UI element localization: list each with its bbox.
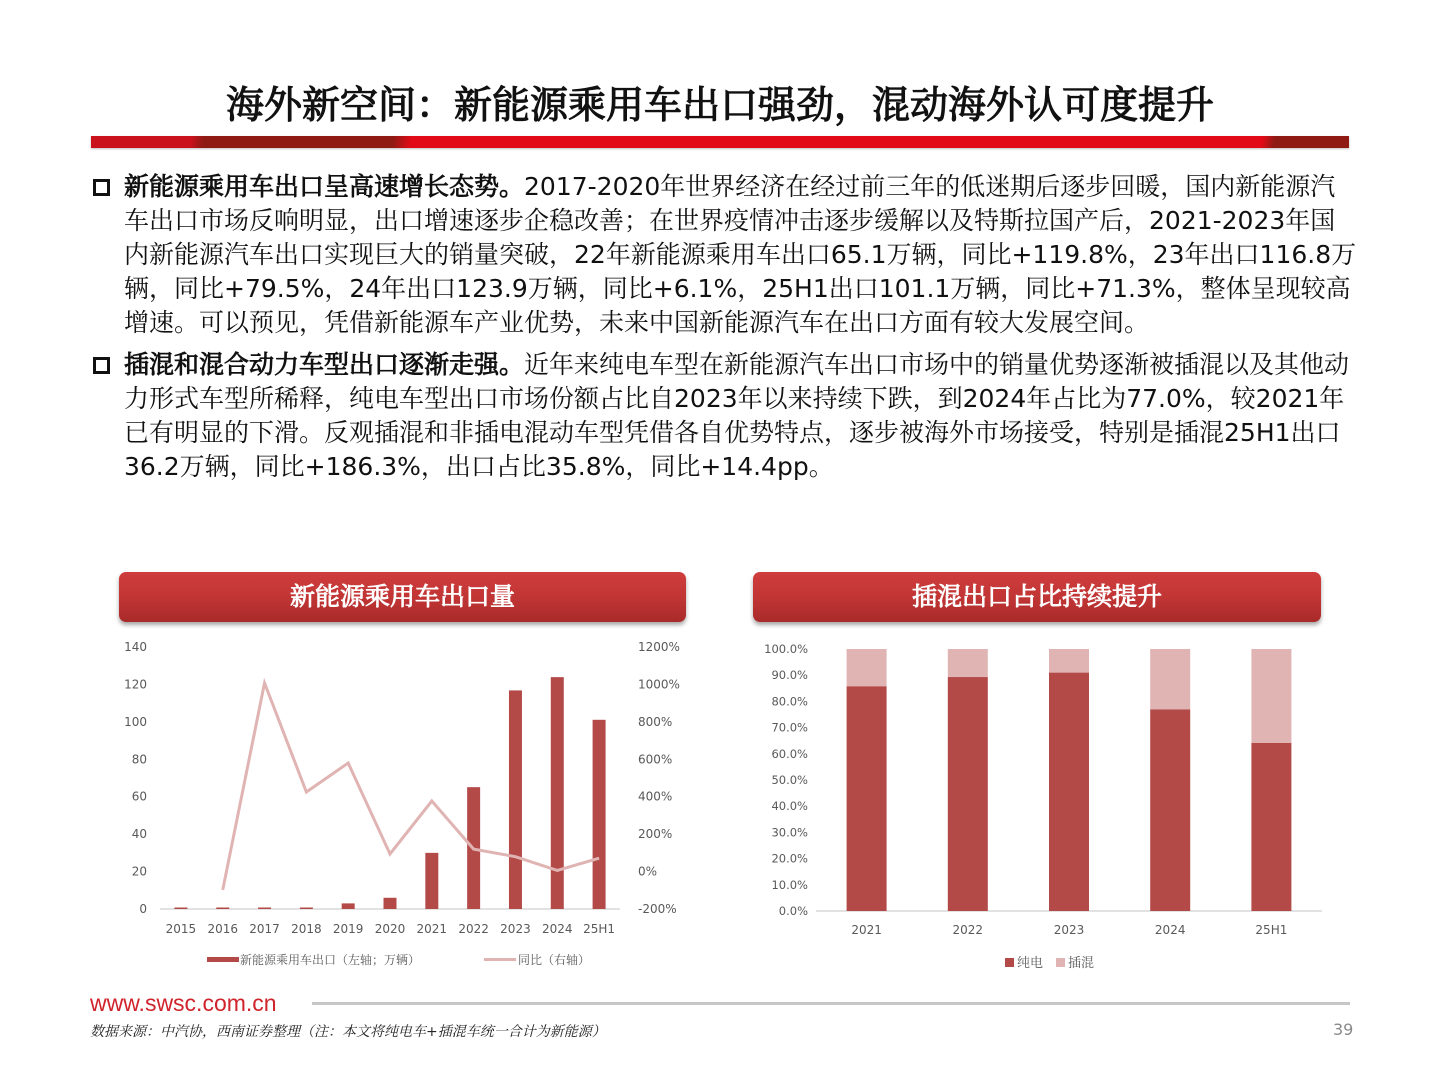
page-number: 39 xyxy=(1333,1020,1354,1039)
right-axis-tick: 800% xyxy=(638,714,673,729)
bullet-lead: 插混和混合动力车型出口逐渐走强。 xyxy=(124,350,525,379)
bar xyxy=(300,908,313,910)
y-axis-tick: 0.0% xyxy=(778,904,808,918)
x-axis-label: 2024 xyxy=(541,922,573,936)
x-axis-label: 2023 xyxy=(1053,923,1085,937)
combo-chart-svg xyxy=(100,630,710,980)
data-source-note: 数据来源：中汽协，西南证券整理（注：本文将纯电车+插混车统一合计为新能源） xyxy=(90,1024,606,1040)
right-axis-tick: 200% xyxy=(638,827,673,842)
phev-segment xyxy=(948,649,988,677)
bar xyxy=(342,903,355,909)
y-axis-tick: 40.0% xyxy=(771,799,808,814)
y-axis-tick: 60.0% xyxy=(771,746,808,761)
footer-divider xyxy=(312,1002,1350,1005)
y-axis-tick: 30.0% xyxy=(771,825,808,840)
x-axis-label: 25H1 xyxy=(1255,923,1288,937)
right-axis-tick: 400% xyxy=(638,789,673,804)
legend-line-label: 同比（右轴） xyxy=(518,953,591,967)
legend-bev-swatch xyxy=(1005,958,1014,967)
bev-segment xyxy=(1049,673,1089,911)
x-axis-label: 2019 xyxy=(332,922,364,936)
left-axis-tick: 80 xyxy=(131,752,147,767)
right-chart-header: 插混出口占比持续提升 xyxy=(753,572,1321,622)
bar xyxy=(425,853,438,909)
left-axis-tick: 40 xyxy=(131,827,147,842)
bullet-text: 2017-2020年世界经济在经过前三年的低迷期后逐步回暖，国内新能源汽车出口市场反响明显，出口增速逐步企稳改善；在世界疫情冲击逐步缓解以及特斯拉国产后，2021-2023年国内新能源汽车出口实现巨大的销量突破，22年新能源乘用车出口65.1万辆，同比+119.8%，23年出口116.8万辆，同比+79.5%，24年出口123.9万辆，同比+6.1%，25H1出口101.1万辆，同比+71.3%，整体呈现较高增速。可以预见，凭借新能源车产业优势，未来中国新能源汽车在出口方面有较大发展空间。 xyxy=(124,172,1357,337)
legend-bev-label: 纯电 xyxy=(1017,956,1044,971)
left-axis-tick: 120 xyxy=(124,677,147,692)
bar xyxy=(551,677,564,909)
bev-segment xyxy=(847,686,887,911)
y-axis-tick: 80.0% xyxy=(771,694,808,709)
x-axis-label: 2021 xyxy=(416,922,448,936)
y-axis-tick: 50.0% xyxy=(771,773,808,787)
y-axis-tick: 20.0% xyxy=(771,851,808,866)
bullet-list xyxy=(90,170,1360,492)
x-axis-label: 2021 xyxy=(851,923,882,937)
bullet-text: 近年来纯电车型在新能源汽车出口市场中的销量优势逐渐被插混以及其他动力形式车型所稀释，纯电车型出口市场份额占比自2023年以来持续下跌，到2024年占比为77.0%，较2021年已有明显的下滑。反观插混和非插电混动车型凭借各自优势特点，逐步被海外市场接受，特别是插混25H1出口36.2万辆，同比+186.3%，出口占比35.8%，同比+14.4pp。 xyxy=(124,350,1350,481)
left-chart-header: 新能源乘用车出口量 xyxy=(119,572,686,622)
legend-phev-swatch xyxy=(1056,958,1065,967)
page-title: 海外新空间：新能源乘用车出口强劲，混动海外认可度提升 xyxy=(225,83,1214,127)
y-axis-tick: 10.0% xyxy=(771,877,808,892)
bullet-lead: 新能源乘用车出口呈高速增长态势。 xyxy=(124,172,525,201)
square-bullet-icon xyxy=(93,179,110,196)
bullet-item xyxy=(90,348,1360,484)
yoy-line xyxy=(223,683,599,890)
bar xyxy=(384,898,397,909)
y-axis-tick: 100.0% xyxy=(764,642,808,656)
left-axis-tick: 0 xyxy=(139,902,147,916)
bar xyxy=(258,908,271,910)
x-axis-label: 2024 xyxy=(1154,923,1186,937)
right-chart xyxy=(740,630,1350,980)
bev-segment xyxy=(1251,743,1291,911)
x-axis-label: 2022 xyxy=(952,923,984,937)
bar xyxy=(174,908,187,910)
bar xyxy=(593,720,606,909)
phev-segment xyxy=(1150,649,1190,709)
left-axis-tick: 60 xyxy=(131,789,147,804)
legend-bar-label: 新能源乘用车出口（左轴；万辆） xyxy=(240,953,421,967)
bar xyxy=(509,690,522,909)
phev-segment xyxy=(1049,649,1089,673)
x-axis-label: 2020 xyxy=(374,922,406,936)
right-axis-tick: 1000% xyxy=(638,677,680,692)
right-axis-tick: -200% xyxy=(638,902,677,916)
left-chart xyxy=(100,630,710,980)
legend-phev-label: 插混 xyxy=(1068,956,1095,971)
left-axis-tick: 100 xyxy=(124,714,147,729)
bev-segment xyxy=(1150,709,1190,911)
bullet-item xyxy=(90,170,1360,340)
stacked-bar-chart-svg xyxy=(740,630,1350,980)
legend-line-swatch xyxy=(484,958,516,961)
left-axis-tick: 140 xyxy=(124,640,147,654)
x-axis-label: 25H1 xyxy=(583,922,616,936)
legend-bar-swatch xyxy=(207,957,239,962)
x-axis-label: 2023 xyxy=(500,922,531,936)
y-axis-tick: 90.0% xyxy=(771,668,808,683)
phev-segment xyxy=(1251,649,1291,743)
square-bullet-icon xyxy=(93,357,110,374)
x-axis-label: 2015 xyxy=(165,922,197,936)
website-url[interactable]: www.swsc.com.cn xyxy=(90,990,277,1016)
x-axis-label: 2016 xyxy=(207,922,239,936)
x-axis-label: 2022 xyxy=(458,922,489,936)
x-axis-label: 2018 xyxy=(291,922,322,936)
left-axis-tick: 20 xyxy=(131,864,147,879)
right-axis-tick: 1200% xyxy=(638,640,680,654)
bev-segment xyxy=(948,677,988,911)
right-axis-tick: 0% xyxy=(638,864,658,879)
header-divider-bar xyxy=(91,136,1349,148)
bar xyxy=(216,908,229,910)
x-axis-label: 2017 xyxy=(249,922,280,936)
right-axis-tick: 600% xyxy=(638,752,673,767)
phev-segment xyxy=(847,649,887,686)
y-axis-tick: 70.0% xyxy=(771,720,808,735)
